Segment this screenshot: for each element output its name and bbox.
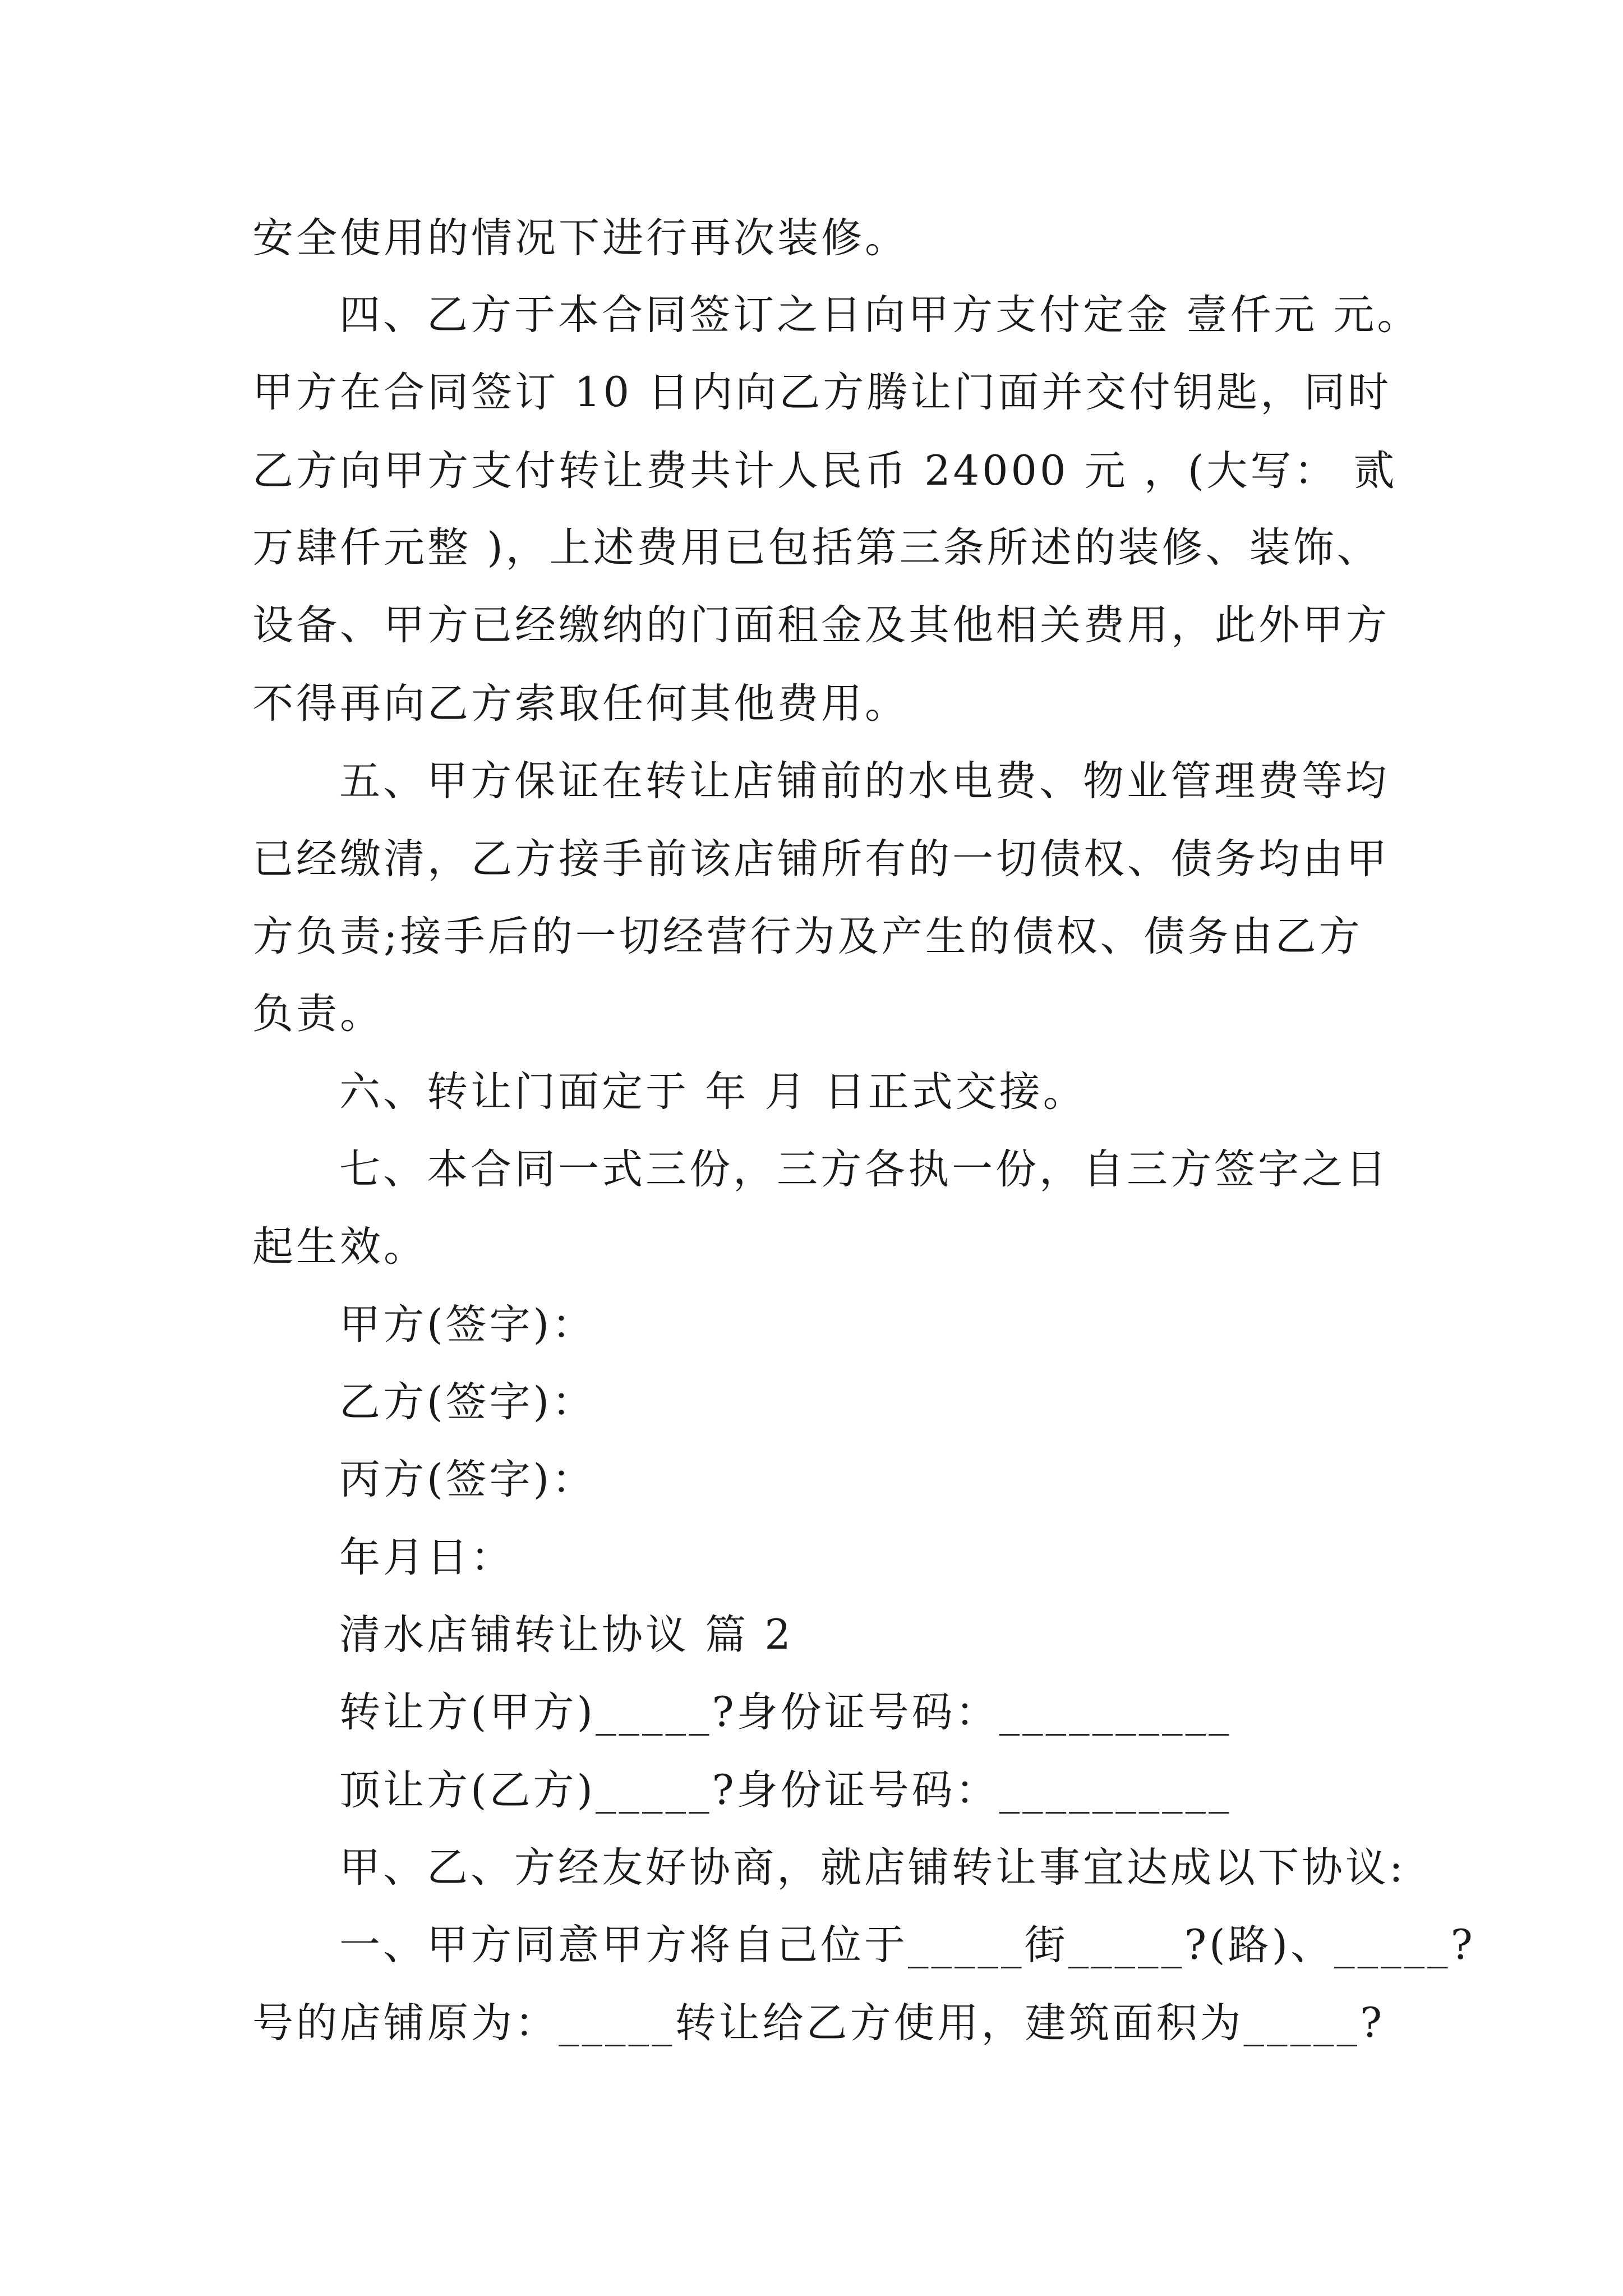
signature-date: 年月日：	[339, 1534, 514, 1581]
text-line: 方负责;接手后的一切经营行为及产生的债权、债务由乙方	[252, 913, 1363, 960]
clause-1-line: 一、甲方同意甲方将自己位于_____街_____?(路)、_____?	[339, 1921, 1476, 1969]
text-line: 设备、甲方已经缴纳的门面租金及其他相关费用，此外甲方	[252, 601, 1390, 649]
text-line: 安全使用的情况下进行再次装修。	[252, 214, 909, 262]
text-line: 万肆仟元整 )，上述费用已包括第三条所述的装修、装饰、	[252, 524, 1381, 572]
text-line: 乙方向甲方支付转让费共计人民币 24000 元 ，(大写： 贰	[252, 447, 1398, 495]
signature-party-c: 丙方(签字)：	[339, 1456, 596, 1503]
text-line: 已经缴清，乙方接手前该店铺所有的一切债权、债务均由甲	[252, 835, 1390, 883]
section-heading: 清水店铺转让协议 篇 2	[339, 1611, 794, 1659]
signature-party-a: 甲方(签字)：	[339, 1301, 596, 1349]
text-line: 起生效。	[252, 1223, 427, 1271]
text-line: 号的店铺原为：_____转让给乙方使用，建筑面积为_____?	[252, 1999, 1385, 2047]
clause-4-line: 四、乙方于本合同签订之日向甲方支付定金 壹仟元 元。	[339, 291, 1421, 339]
text-line: 甲方在合同签订 10 日内向乙方腾让门面并交付钥匙，同时	[252, 369, 1392, 416]
text-line: 负责。	[252, 990, 384, 1038]
agreement-intro: 甲、乙、方经友好协商，就店铺转让事宜达成以下协议:	[339, 1844, 1406, 1892]
transferor-line: 转让方(甲方)_____?身份证号码：__________	[339, 1688, 1232, 1736]
clause-6-line: 六、转让门面定于 年 月 日正式交接。	[339, 1068, 1087, 1116]
text-line: 不得再向乙方索取任何其他费用。	[252, 680, 909, 728]
clause-7-line: 七、本合同一式三份，三方各执一份，自三方签字之日	[339, 1145, 1389, 1193]
transferee-line: 顶让方(乙方)_____?身份证号码：__________	[339, 1766, 1232, 1814]
clause-5-line: 五、甲方保证在转让店铺前的水电费、物业管理费等均	[339, 757, 1389, 805]
signature-party-b: 乙方(签字)：	[339, 1378, 596, 1426]
